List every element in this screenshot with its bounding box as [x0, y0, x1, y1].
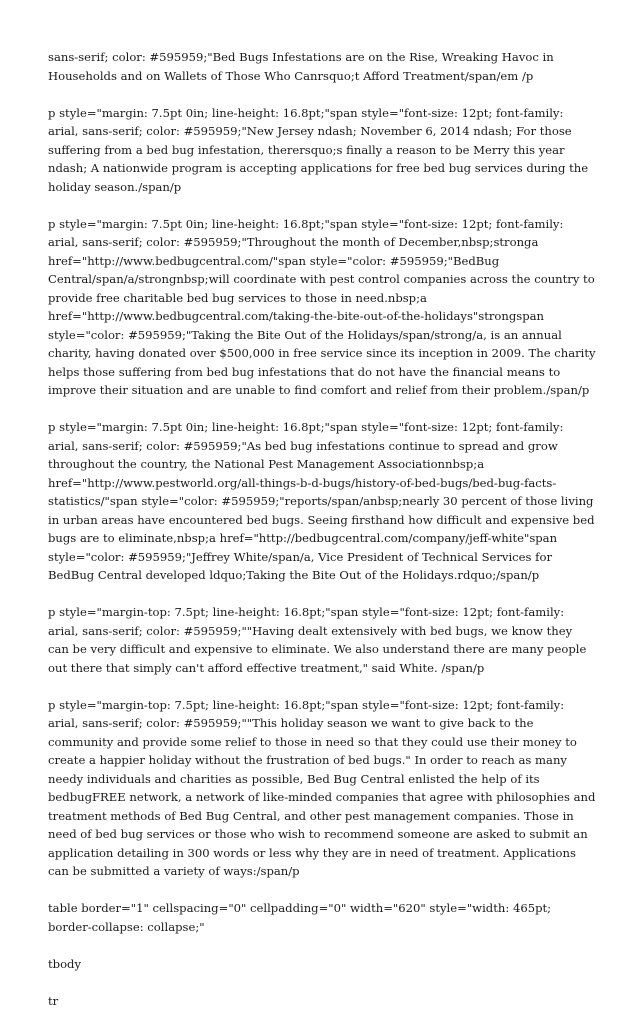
paragraph-bedbug-central: p style="margin: 7.5pt 0in; line-height: 16.8pt;"span style="font-size: 12pt; font-family: arial, sans-serif; color: #595959;"Throughout the month of December,nbsp;stronga href="http://www.bedbugcentral.com/"span style="color: #595959;"BedBug Central/span/a/strongnbsp;will coordinate with pest control companies across the country to provide free charitable bed bug services to those in need.nbsp;a href="http://www.bedbugcentral.com/taking-the-bite-out-of-the-holidays"strongspan style="color: #595959;"Taking the Bite Out of the Holidays/span/strong/a, is an annual charity, having donated over $500,000 in free service since its inception in 2009. The charity helps those suffering from bed bug infestations that do not have the financial means to improve their situation and are unable to find comfort and relief from their problem./span/p	[48, 216, 596, 397]
paragraph-tbody-tag: tbody	[48, 956, 82, 971]
paragraph-headline-fragment: sans-serif; color: #595959;"Bed Bugs Infestations are on the Rise, Wreaking Havoc in Households and on Wallets of Those Who Canrsquo;t Afford Treatment/span/em /p	[48, 50, 554, 83]
paragraph-intro: p style="margin: 7.5pt 0in; line-height: 16.8pt;"span style="font-size: 12pt; font-family: arial, sans-serif; color: #595959;"New Jersey ndash; November 6, 2014 ndash; For those suffering from a bed bug infestation, therersquo;s finally a reason to be Merry this year ndash; A nationwide program is accepting applications for free bed bug services during the holiday season./span/p	[48, 105, 589, 194]
paragraph-table-tag: table border="1" cellspacing="0" cellpadding="0" width="620" style="width: 465pt; border-collapse: collapse;"	[48, 901, 552, 934]
paragraph-white-quote: p style="margin-top: 7.5pt; line-height: 16.8pt;"span style="font-size: 12pt; font-family: arial, sans-serif; color: #595959;""Having dealt extensively with bed bugs, we know they can be very difficult and expensive to eliminate. We also understand there are many people out there that simply can't afford effective treatment," said White. /span/p	[48, 605, 587, 675]
paragraph-holiday-season: p style="margin-top: 7.5pt; line-height: 16.8pt;"span style="font-size: 12pt; font-family: arial, sans-serif; color: #595959;""This holiday season we want to give back to the community and provide some relief to those in need so that they could use their money to create a happier holiday without the frustration of bed bugs." In order to reach as many needy individuals and charities as possible, Bed Bug Central enlisted the help of its bedbugFREE network, a network of like-minded companies that agree with philosophies and treatment methods of Bed Bug Central, and other pest management companies. Those in need of bed bug services or those who wish to recommend someone are asked to submit an application detailing in 300 words or less why they are in need of treatment. Applications can be submitted a variety of ways:/span/p	[48, 697, 596, 878]
paragraph-tr-tag: tr	[48, 993, 59, 1008]
paragraph-npma-statistics: p style="margin: 7.5pt 0in; line-height: 16.8pt;"span style="font-size: 12pt; font-family: arial, sans-serif; color: #595959;"As bed bug infestations continue to spread and grow throughout the country, the National Pest Management Associationnbsp;a href="http://www.pestworld.org/all-things-b-d-bugs/history-of-bed-bugs/bed-bug-facts-statistics/"span style="color: #595959;"reports/span/anbsp;nearly 30 percent of those living in urban areas have encountered bed bugs. Seeing firsthand how difficult and expensive bed bugs are to eliminate,nbsp;a href="http://bedbugcentral.com/company/jeff-white"span style="color: #595959;"Jeffrey White/span/a, Vice President of Technical Services for BedBug Central developed ldquo;Taking the Bite Out of the Holidays.rdquo;/span/p	[48, 420, 595, 582]
document-page	[48, 48, 596, 1029]
